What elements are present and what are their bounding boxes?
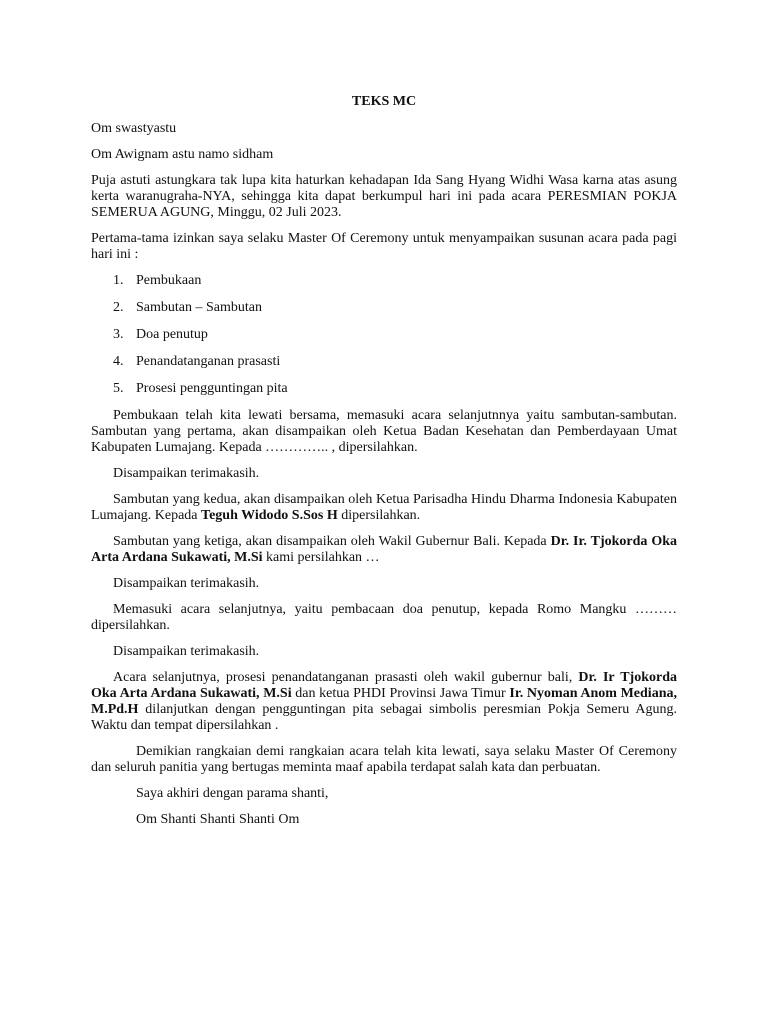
prasasti-text-2: dan ketua PHDI Provinsi Jawa Timur <box>291 686 510 701</box>
agenda-item <box>91 300 677 316</box>
prasasti-name-1: Dr. Ir Tjokorda Oka Arta Ardana Sukawati, M.Si <box>91 670 678 701</box>
agenda-intro: Pertama-tama izinkan saya selaku Master Of Ceremony untuk menyampaikan susunan acara pada pagi hari ini : <box>91 231 677 262</box>
document-title: TEKS MC <box>351 94 417 109</box>
agenda-list <box>91 273 677 397</box>
agenda-item-number: 1. <box>113 273 124 288</box>
agenda-item <box>91 354 677 370</box>
agenda-item-text: Prosesi pengguntingan pita <box>136 381 288 396</box>
agenda-item-number: 5. <box>113 381 124 396</box>
greeting-2: Om Awignam astu namo sidham <box>91 147 274 162</box>
agenda-item-text: Sambutan – Sambutan <box>136 300 262 315</box>
prasasti-tail: dilanjutkan dengan pengguntingan pita sebagai simbolis peresmian Pokja Semeru Agung. Waktu dan tempat dipersilahkan . <box>91 702 677 733</box>
closing-line-2: Om Shanti Shanti Shanti Om <box>136 812 300 827</box>
closing-line-1: Saya akhiri dengan parama shanti, <box>136 786 329 801</box>
agenda-item-text: Penandatanganan prasasti <box>136 354 281 369</box>
agenda-item-number: 2. <box>113 300 124 315</box>
agenda-item-text: Pembukaan <box>136 273 202 288</box>
agenda-item-number: 4. <box>113 354 124 369</box>
agenda-item-number: 3. <box>113 327 124 342</box>
sambutan-3-name: Dr. Ir. Tjokorda Oka Arta Ardana Sukawati, M.Si <box>91 534 677 565</box>
greeting-1: Om swastyastu <box>91 121 177 136</box>
sambutan-2-name: Teguh Widodo S.Sos H <box>201 508 338 523</box>
sambutan-1-paragraph: Pembukaan telah kita lewati bersama, memasuki acara selanjutnnya yaitu sambutan-sambutan. Sambutan yang pertama, akan disampaikan oleh Ketua Badan Kesehatan dan Pemberdayaan Umat Kabupaten Lumajang. Kepada ………….. , dipersilahkan. <box>91 408 677 455</box>
sambutan-2-text: Sambutan yang kedua, akan disampaikan oleh Ketua Parisadha Hindu Dharma Indonesia Kabupaten Lumajang. Kepada <box>91 492 677 523</box>
thanks-1: Disampaikan terimakasih. <box>113 466 260 481</box>
agenda-item <box>91 327 677 343</box>
prasasti-name-2: Ir. Nyoman Anom Mediana, M.Pd.H <box>91 686 677 717</box>
agenda-item <box>91 381 677 397</box>
sambutan-3-text: Sambutan yang ketiga, akan disampaikan oleh Wakil Gubernur Bali. Kepada <box>113 534 551 549</box>
prasasti-paragraph <box>91 670 677 734</box>
sambutan-3-tail: kami persilahkan … <box>262 550 380 565</box>
thanks-3: Disampaikan terimakasih. <box>113 644 260 659</box>
agenda-item-text: Doa penutup <box>136 327 208 342</box>
prasasti-text: Acara selanjutnya, prosesi penandatanganan prasasti oleh wakil gubernur bali, <box>113 670 579 685</box>
sambutan-2-paragraph <box>91 492 677 524</box>
agenda-item <box>91 273 677 289</box>
sambutan-2-tail: dipersilahkan. <box>337 508 421 523</box>
thanks-2: Disampaikan terimakasih. <box>113 576 260 591</box>
intro-paragraph: Puja astuti astungkara tak lupa kita haturkan kehadapan Ida Sang Hyang Widhi Wasa karna atas asung kerta waranugraha-NYA, sehingga kita dapat berkumpul hari ini pada acara PERESMIAN POKJA SEMERUA AGUNG, Minggu, 02 Juli 2023. <box>91 173 677 220</box>
closing-paragraph: Demikian rangkaian demi rangkaian acara telah kita lewati, saya selaku Master Of Ceremony dan seluruh panitia yang bertugas meminta maaf apabila terdapat salah kata dan perbuatan. <box>91 744 677 775</box>
sambutan-3-paragraph <box>91 534 677 566</box>
doa-paragraph: Memasuki acara selanjutnya, yaitu pembacaan doa penutup, kepada Romo Mangku ……… dipersilahkan. <box>91 602 677 633</box>
